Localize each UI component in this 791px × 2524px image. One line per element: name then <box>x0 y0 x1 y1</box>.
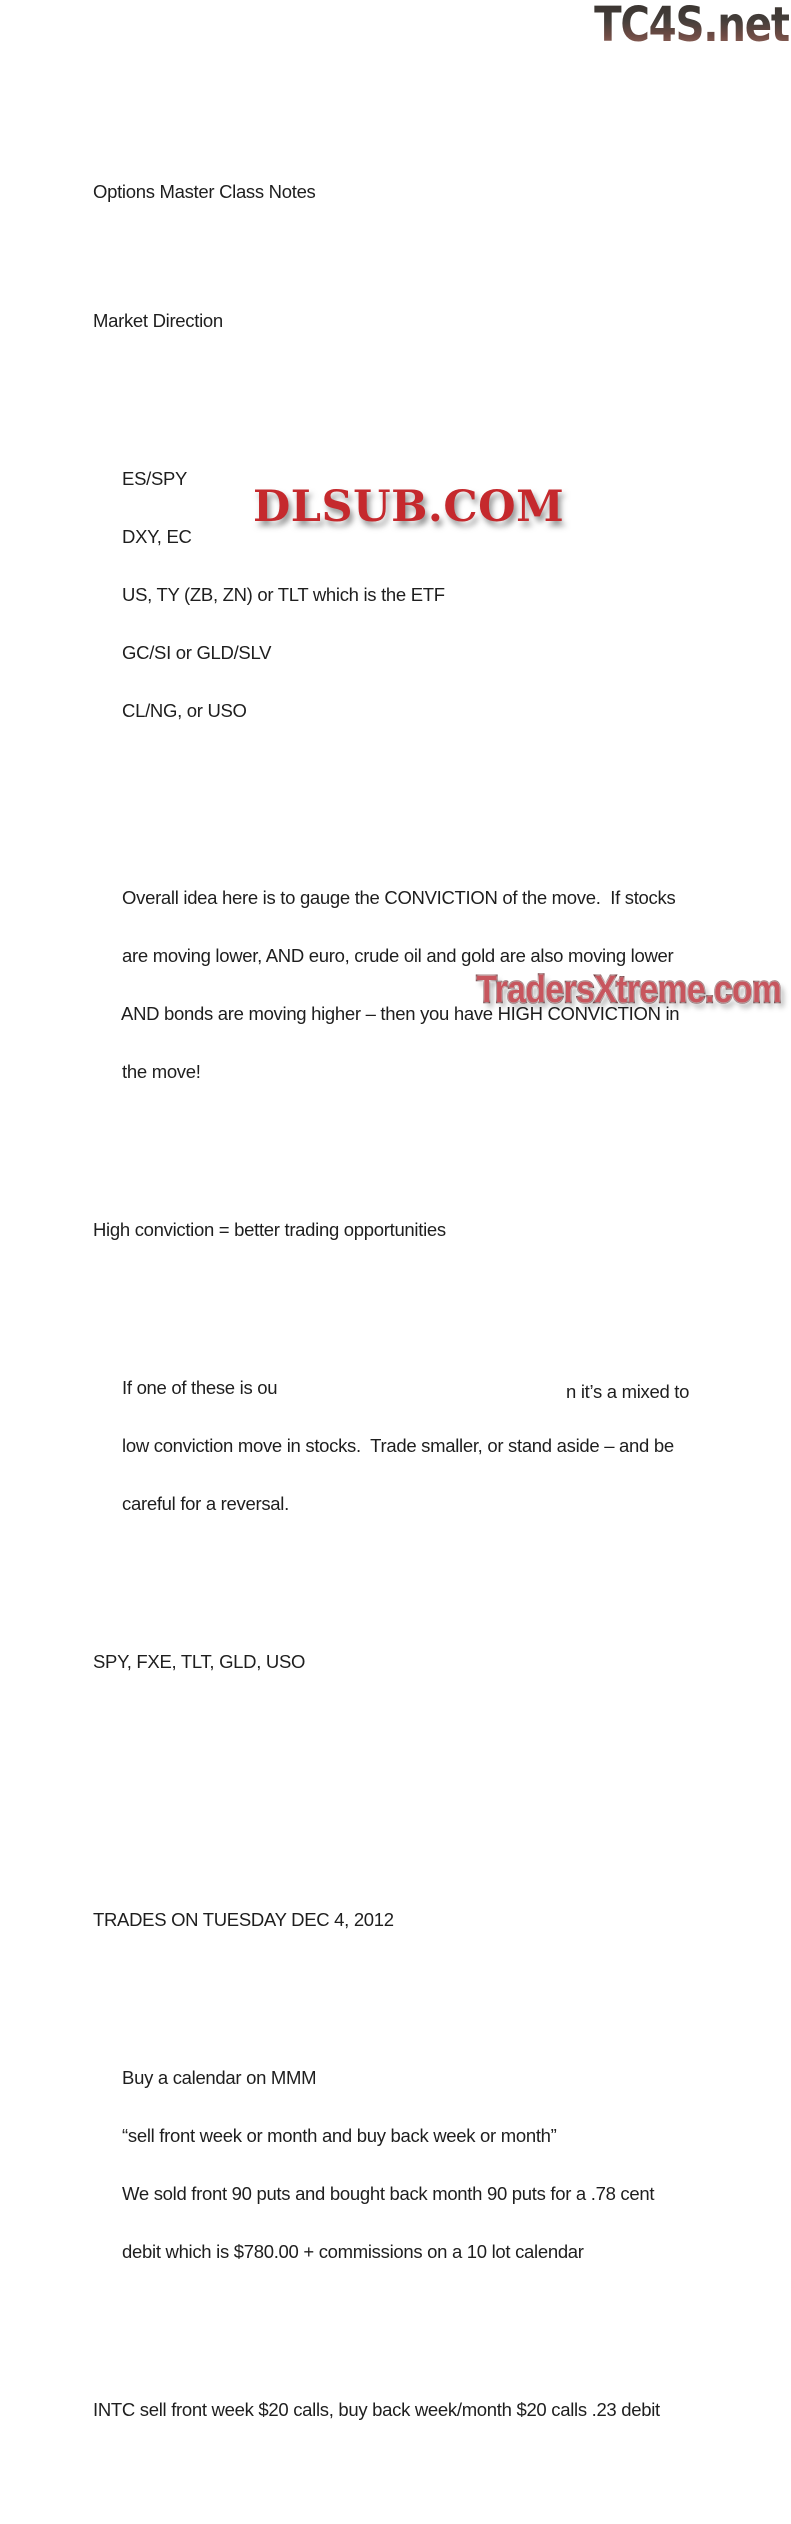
paragraph-line: “sell front week or month and buy back week or month” <box>122 2125 557 2146</box>
paragraph-mmm-trade <box>93 2034 733 2295</box>
ticker-line: US, TY (ZB, ZN) or TLT which is the ETF <box>122 584 445 605</box>
paragraph-line: are moving lower, AND euro, crude oil and gold are also moving lower <box>122 945 674 966</box>
paragraph-line: the move! <box>122 1061 201 1082</box>
paragraph-line: low conviction move in stocks. Trade smaller, or stand aside – and be <box>122 1435 674 1456</box>
blank-line <box>93 1776 733 1805</box>
paragraph-line-obscured <box>122 1377 690 1402</box>
line-high-conviction: High conviction = better trading opportunities <box>93 1219 446 1240</box>
paragraph-line: AND bonds are moving higher – then you have HIGH CONVICTION in <box>121 1003 680 1024</box>
ticker-line-etfs: SPY, FXE, TLT, GLD, USO <box>93 1651 306 1672</box>
paragraph-line: We sold front 90 puts and bought back month 90 puts for a .78 cent <box>122 2183 655 2204</box>
line-intc-trade: INTC sell front week $20 calls, buy back week/month $20 calls .23 debit <box>93 2399 660 2420</box>
trades-heading: TRADES ON TUESDAY DEC 4, 2012 <box>93 1909 394 1930</box>
ticker-line: GC/SI or GLD/SLV <box>122 642 272 663</box>
paragraph-line: Overall idea here is to gauge the CONVICTION of the move. If stocks <box>122 887 676 908</box>
paragraph-mixed-conviction <box>93 1344 733 1547</box>
paragraph-line: careful for a reversal. <box>122 1493 289 1514</box>
document-body <box>93 90 733 2524</box>
ticker-line: ES/SPY <box>122 468 188 489</box>
fragment-after-watermark: n it’s a mixed to <box>566 1381 690 1402</box>
tc4s-logo: TC4S.net <box>594 0 789 53</box>
section-heading-market-direction: Market Direction <box>93 310 223 331</box>
doc-title: Options Master Class Notes <box>93 181 316 202</box>
paragraph-line: debit which is $780.00 + commissions on a 10 lot calendar <box>122 2241 584 2262</box>
tradersxtreme-logo: TradersXtreme.com <box>476 969 781 1011</box>
fragment-before-watermark: If one of these is ou <box>122 1377 278 1398</box>
ticker-line: CL/NG, or USO <box>122 700 247 721</box>
ticker-line: DXY, EC <box>122 526 192 547</box>
dlsub-watermark: DLSUB.COM <box>253 482 565 532</box>
paragraph-line: Buy a calendar on MMM <box>122 2067 317 2088</box>
